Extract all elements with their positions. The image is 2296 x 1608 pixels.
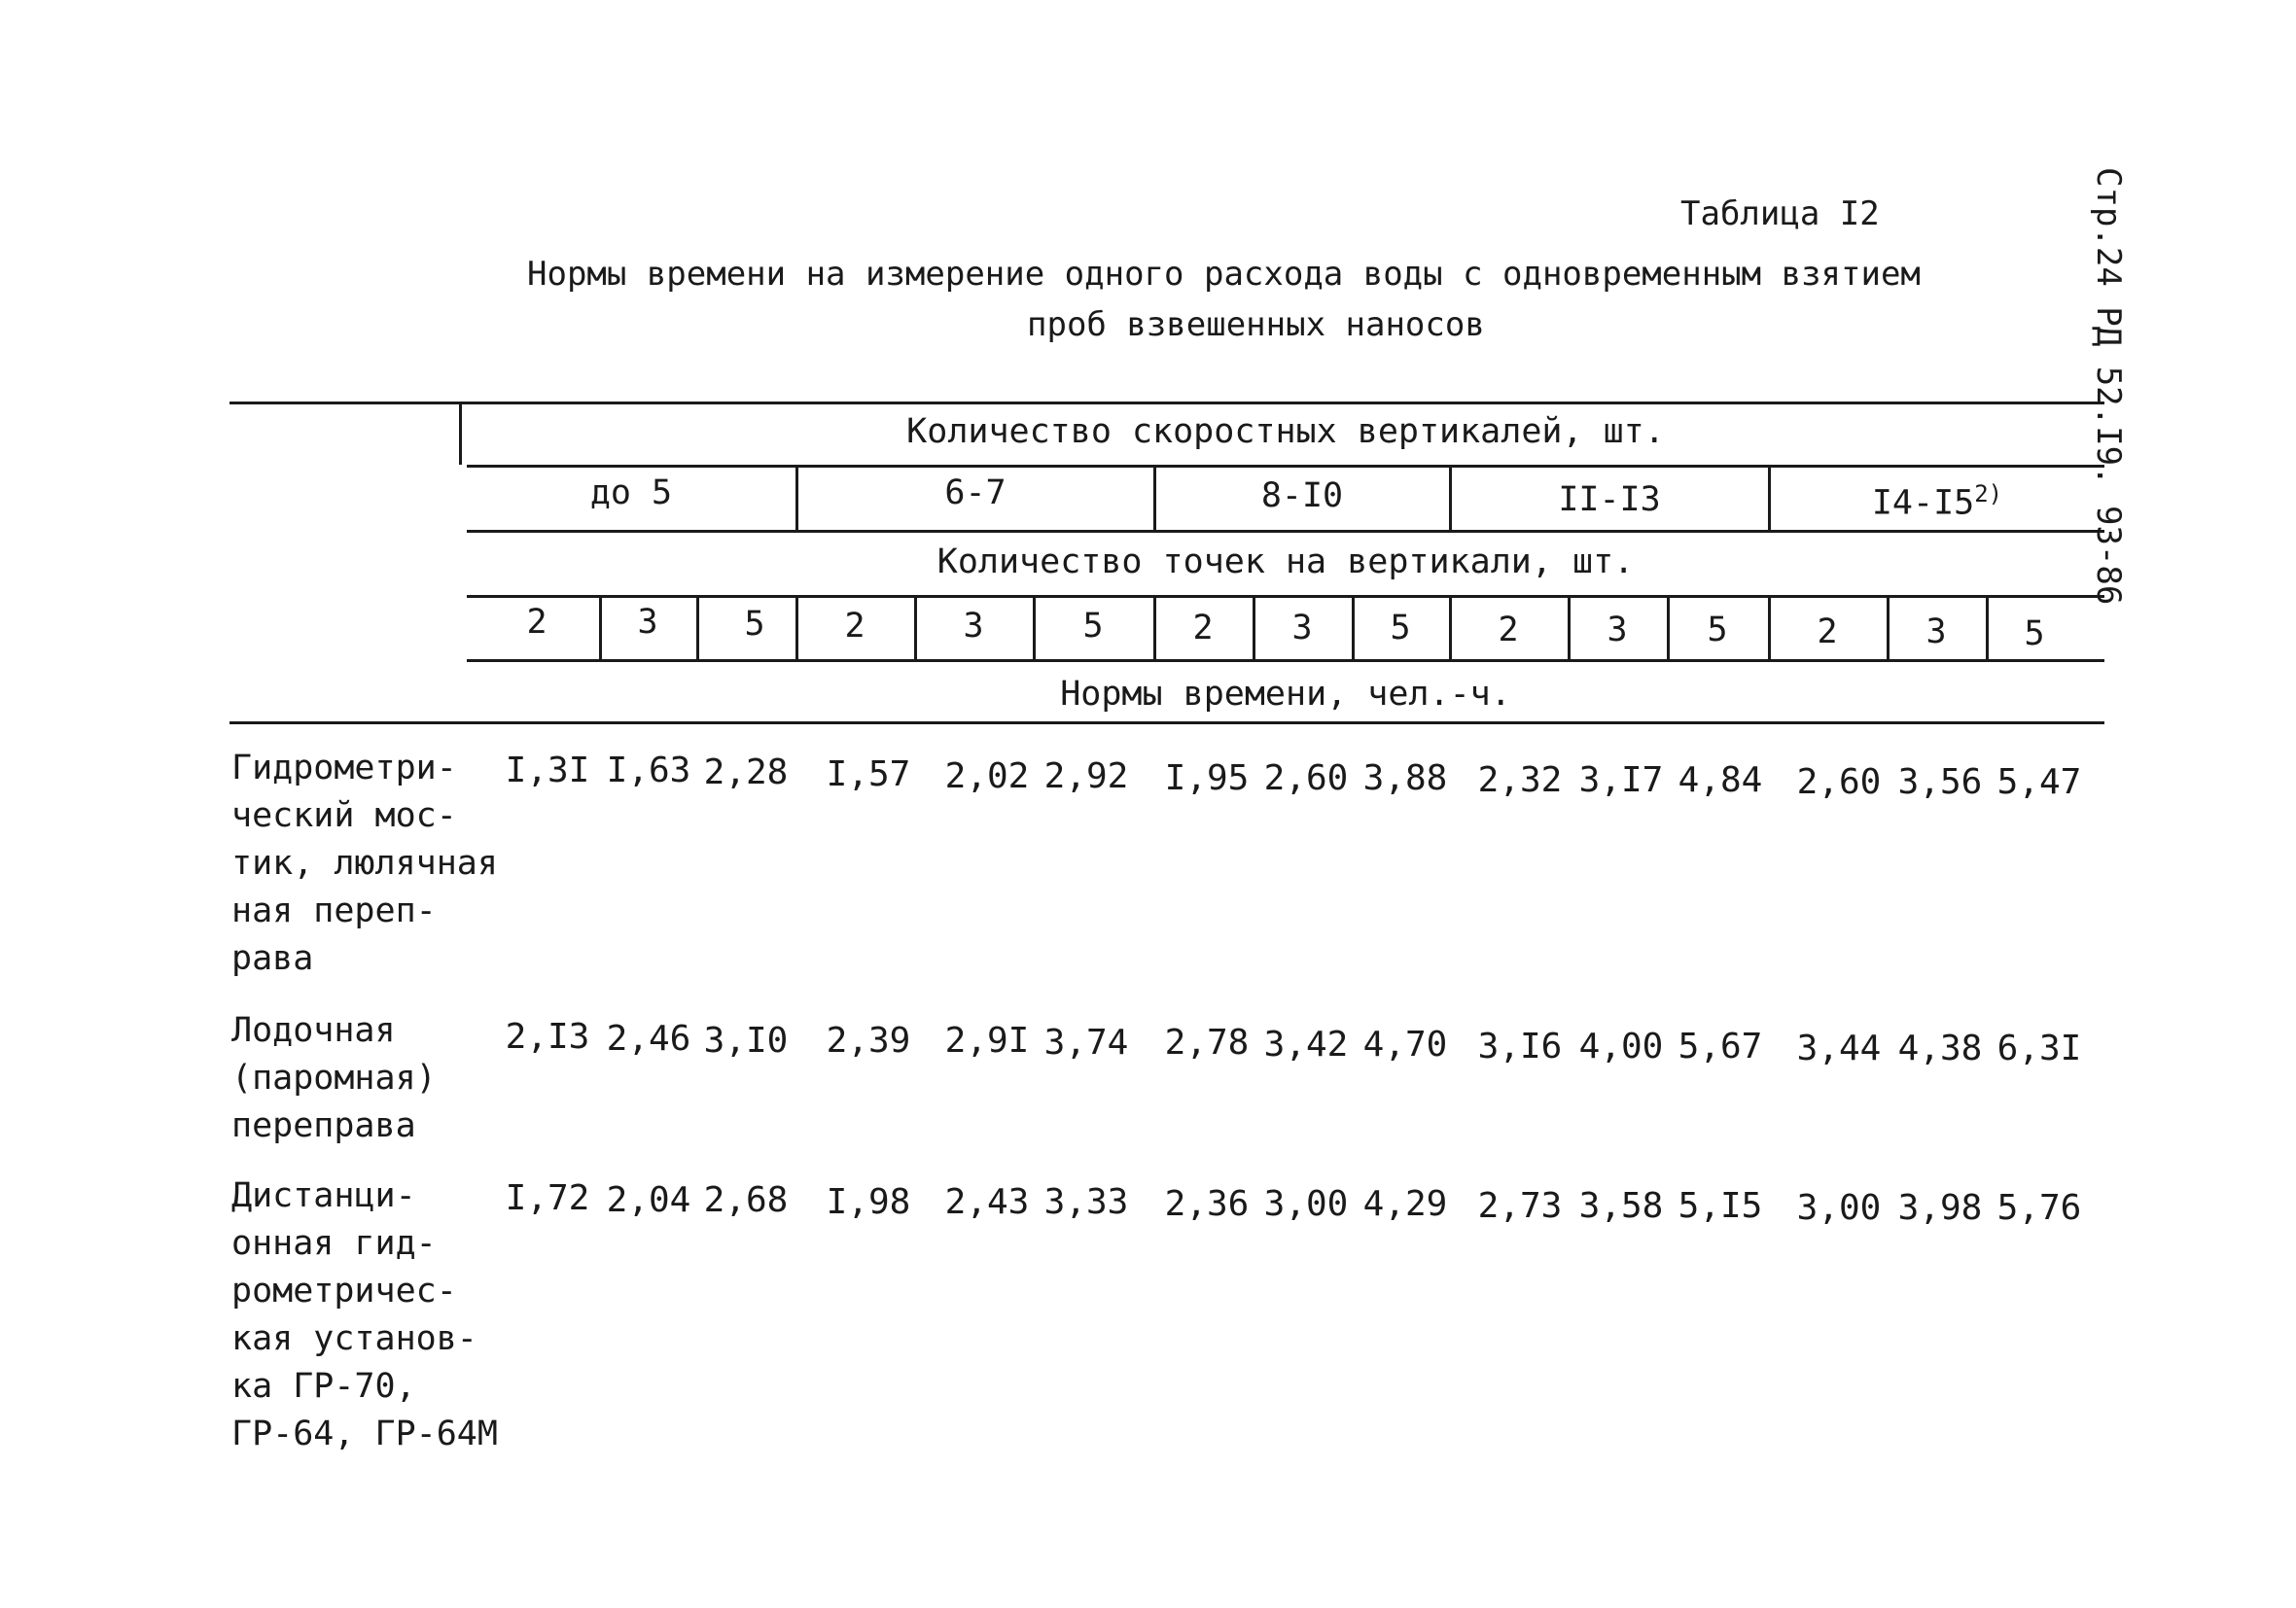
table-label: Таблица I2 (1680, 194, 1880, 233)
table-cell: 6,3I (1996, 1029, 2082, 1068)
group-header: до 5 (589, 473, 673, 512)
row-label-text: Гидрометри- ческий мос- тик, люлячная ная переп- рава (231, 749, 498, 978)
footnote-mark: 2) (1974, 480, 2003, 507)
table-cell: 2,04 (606, 1180, 691, 1220)
points-cell: 3 (1291, 609, 1313, 647)
header-left-border (459, 402, 462, 465)
table-cell: 4,84 (1678, 760, 1763, 800)
points-cell: 3 (1607, 611, 1628, 649)
table-cell: 3,I0 (703, 1021, 789, 1061)
row-label (231, 745, 523, 983)
points-count-header: Количество точек на вертикали, шт. (936, 542, 1635, 581)
points-cell: 5 (744, 605, 765, 644)
table-cell: 2,28 (703, 752, 789, 792)
points-cell: 2 (844, 607, 865, 646)
points-cell: 5 (1390, 609, 1411, 647)
table-cell: 2,60 (1263, 758, 1349, 798)
table-cell: I,3I (505, 751, 590, 790)
table-cell: 4,29 (1362, 1184, 1448, 1224)
table-title-line2: проб взвешенных наносов (1027, 305, 1485, 344)
table-cell: 3,74 (1043, 1023, 1129, 1063)
table-title-line1: Нормы времени на измерение одного расхода воды с одновременным взятием (527, 255, 1921, 294)
table-cell: 3,33 (1043, 1182, 1129, 1222)
points-cell: 5 (2024, 614, 2045, 653)
table-cell: 3,88 (1362, 758, 1448, 798)
table-cell: 2,78 (1164, 1023, 1250, 1063)
table-cell: 2,I3 (505, 1017, 590, 1057)
verticals-count-header: Количество скоростных вертикалей, шт. (906, 412, 1665, 451)
norms-header: Нормы времени, чел.-ч. (1060, 675, 1511, 714)
table-cell: 2,39 (826, 1021, 911, 1061)
table-cell: 2,60 (1796, 762, 1882, 802)
table-cell: I,72 (505, 1178, 590, 1218)
table-cell: 3,00 (1796, 1188, 1882, 1228)
table-cell: 4,00 (1578, 1027, 1664, 1066)
group-header (1770, 480, 2104, 523)
points-cell: 2 (1192, 609, 1214, 647)
group-header: II-I3 (1558, 480, 1661, 519)
row-label-text: Дистанци- онная гид- рометричес- кая установ- ка ГР-70, ГР-64, ГР-64М (231, 1176, 498, 1453)
table-cell: 3,98 (1897, 1188, 1983, 1228)
table-cell: 2,32 (1477, 760, 1563, 800)
points-cell: 3 (1925, 612, 1947, 651)
table-cell: I,95 (1164, 758, 1250, 798)
table-cell: 3,56 (1897, 762, 1983, 802)
table-cell: 3,I6 (1477, 1027, 1563, 1066)
table-cell: 5,47 (1996, 762, 2082, 802)
table-cell: 2,92 (1043, 756, 1129, 796)
table-cell: 2,43 (944, 1182, 1030, 1222)
table-cell: 2,68 (703, 1180, 789, 1220)
table-cell: 3,42 (1263, 1025, 1349, 1065)
group-header-label: I4-I5 (1871, 483, 1975, 523)
table-cell: 4,70 (1362, 1025, 1448, 1065)
rule-under-verticals (467, 465, 2104, 468)
table-cell: 2,46 (606, 1019, 691, 1059)
points-cell: 5 (1707, 611, 1728, 649)
table-cell: I,63 (606, 751, 691, 790)
rule-above-points (467, 595, 2104, 598)
page-reference: Стр.24 РД 52.I9. 93-86 (2089, 167, 2128, 606)
points-cell: 2 (526, 603, 548, 642)
row-label (231, 1007, 523, 1150)
rule-under-norms (230, 721, 2104, 724)
table-cell: 3,I7 (1578, 760, 1664, 800)
table-cell: 2,36 (1164, 1184, 1250, 1224)
group-header: 8-I0 (1260, 476, 1344, 515)
table-cell: 2,73 (1477, 1186, 1563, 1226)
table-cell: 2,02 (944, 756, 1030, 796)
table-cell: I,98 (826, 1182, 911, 1222)
rule-under-points (467, 659, 2104, 662)
points-cell: 3 (637, 603, 658, 642)
table-cell: 5,76 (1996, 1188, 2082, 1228)
points-cell: 2 (1498, 611, 1519, 649)
points-cell: 2 (1817, 612, 1838, 651)
row-label (231, 1172, 523, 1458)
table-cell: 3,44 (1796, 1029, 1882, 1068)
table-cell: 3,58 (1578, 1186, 1664, 1226)
table-cell: 5,I5 (1678, 1186, 1763, 1226)
group-header: 6-7 (944, 473, 1007, 512)
row-label-text: Лодочная (паромная) переправа (231, 1011, 437, 1145)
rule-under-groups (467, 530, 2104, 533)
table-cell: 2,9I (944, 1021, 1030, 1061)
table-top-rule (230, 402, 2104, 404)
table-cell: I,57 (826, 754, 911, 794)
table-cell: 4,38 (1897, 1029, 1983, 1068)
table-cell: 3,00 (1263, 1184, 1349, 1224)
points-cell: 5 (1082, 607, 1104, 646)
table-cell: 5,67 (1678, 1027, 1763, 1066)
points-cell: 3 (963, 607, 984, 646)
